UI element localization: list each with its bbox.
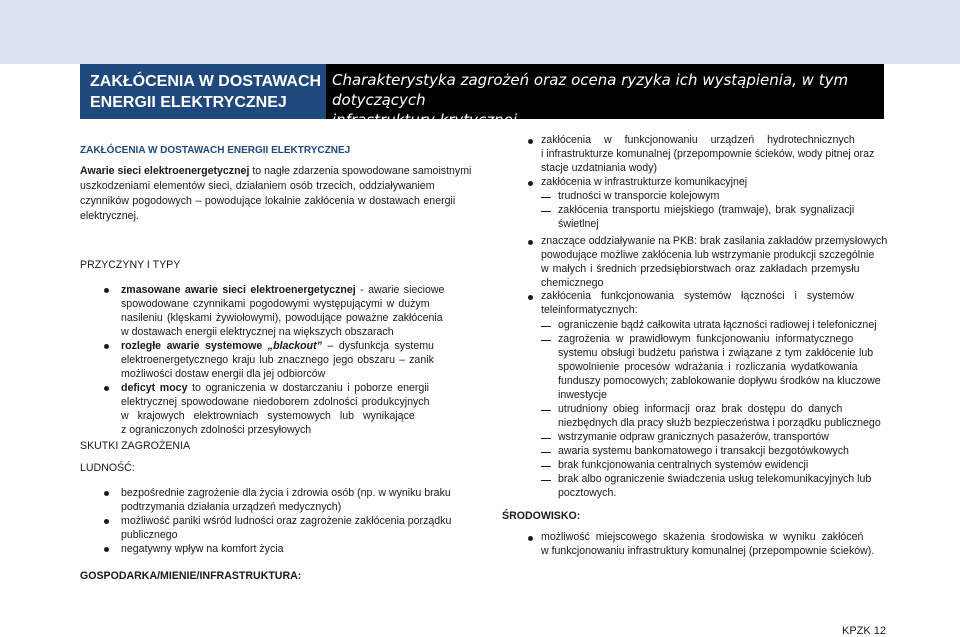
intro-line-1 [80,165,471,178]
people-1-line-2: podtrzymania działania urządzeń medycznych) [121,501,342,513]
bullet-icon [104,519,109,524]
dash-icon [541,466,551,467]
dash-icon [541,326,551,327]
section-title: ZAKŁÓCENIA W DOSTAWACH ENERGII ELEKTRYCZNEJ [80,145,351,156]
page-label: KPZK 12 [842,625,887,637]
bullet-icon [104,288,109,293]
bullet-icon [528,240,533,245]
bullet-icon [528,139,533,144]
effects-title: SKUTKI ZAGROŻENIA [80,440,191,452]
people-2-line-2: publicznego [121,529,178,541]
dash-icon [541,410,551,411]
cause-3-line-3: w krajowych elektrowniach systemowych lub wynikające [121,410,415,422]
right-4-sub-3-line-1: utrudniony obieg informacji oraz brak dostępu do danych [558,403,843,415]
economy-title: GOSPODARKA/MIENIE/INFRASTRUKTURA: [80,570,302,582]
environment-1-line-2: w funkcjonowaniu infrastruktury komunalnej (przepompownie ścieków). [541,545,875,557]
right-1-line-2: i infrastrukturze komunalnej (przepompownie ścieków, wody pitnej oraz [541,148,875,160]
right-2-sub-2-line-1: zakłócenia transportu miejskiego (tramwaje), brak sygnalizacji [558,204,855,216]
cause-2-text-1: – dysfunkcja systemu [321,340,434,352]
people-2-line-1: możliwość paniki wśród ludności oraz zagrożenie zakłócenia porządku [121,515,452,527]
cause-2-line-2: elektroenergetycznego kraju lub znacznego jego obszaru – zanik [121,354,434,366]
right-2-sub-2-line-2: świetlnej [558,218,599,230]
causes-title: PRZYCZYNY I TYPY [80,259,181,271]
right-2-sub-1: trudności w transporcie kolejowym [558,190,720,202]
cause-3-line-1 [121,382,429,395]
header-title-line-1: ZAKŁÓCENIA W DOSTAWACH [90,73,322,90]
people-3-line-1: negatywny wpływ na komfort życia [121,543,284,555]
bullet-icon [104,547,109,552]
right-2-line-1: zakłócenia w infrastrukturze komunikacyjnej [541,176,748,188]
right-4-line-1: zakłócenia funkcjonowania systemów łączności i systemów [541,290,854,302]
environment-title: ŚRODOWISKO: [502,510,581,522]
dash-icon [541,211,551,212]
bullet-icon [528,181,533,186]
dash-icon [541,480,551,481]
right-4-sub-2-line-1: zagrożenia w prawidłowym funkcjonowaniu informatycznego [558,333,854,345]
right-4-sub-5: awaria systemu bankomatowego i transakcji bezgotówkowych [558,445,849,457]
right-3-line-3: w małych i średnich przedsiębiorstwach oraz zakładach przemysłu [541,263,860,275]
right-4-sub-7-line-2: pocztowych. [558,487,617,499]
right-4-sub-7-line-1: brak albo ograniczenie świadczenia usług telekomunikacyjnych lub [558,473,872,485]
cause-2-blackout: „blackout” [267,340,322,352]
right-1-line-3: stacje uzdatniania wody) [541,162,658,174]
right-4-sub-4: wstrzymanie odpraw granicznych pasażerów, transportów [558,431,829,443]
cause-2-line-3: możliwości dostaw energii dla jej odbiorców [121,368,326,380]
right-1-line-1: zakłócenia w funkcjonowaniu urządzeń hydrotechnicznych [541,134,855,146]
right-4-sub-2-line-3: spowolnienie procesów wdrażania i rozliczania wydatkowania [558,361,858,373]
right-3-line-4: chemicznego [541,277,604,289]
cause-2-bold: rozległe awarie systemowe [121,340,263,352]
intro-line-4: elektrycznej. [80,210,139,222]
bullet-icon [104,386,109,391]
cause-3-line-2: elektrycznej spowodowane niedoborem zdolności produkcyjnych [121,396,430,408]
dash-icon [541,340,551,341]
header-subtitle-line-1: Charakterystyka zagrożeń oraz ocena ryzyka ich wystąpienia, w tym dotyczących [332,71,849,109]
intro-line-2: uszkodzeniami elementów sieci, działaniem osób trzecich, oddziaływaniem [80,180,435,192]
cause-1-line-4: w dostawach energii elektrycznej na większych obszarach [121,326,394,338]
people-1-line-1: bezpośrednie zagrożenie dla życia i zdrowia osób (np. w wyniku braku [121,487,451,499]
right-4-sub-2-line-5: inwestycje [558,389,607,401]
right-4-line-2: teleinformatycznych: [541,304,638,316]
right-3-line-2: powodujące możliwe zakłócenia lub wstrzymanie produkcji szczególnie [541,249,875,261]
cause-3-text-1: to ograniczenia w dostarczaniu i poborze energii [187,382,430,394]
intro-line-3: czynników pogodowych – powodujące lokalnie zakłócenia w dostawach energii [80,195,456,207]
header-subtitle-line-2: infrastruktury krytycznej [332,111,518,129]
bullet-icon [528,295,533,300]
right-3-line-1: znaczące oddziaływanie na PKB: brak zasilania zakładów przemysłowych [541,235,888,247]
cause-1-line-2: spowodowane czynnikami pogodowymi występującymi w dużym [121,298,430,310]
header-title-line-2: ENERGII ELEKTRYCZNEJ [90,94,287,111]
top-band [0,0,960,64]
cause-1-bold: zmasowane awarie sieci elektroenergetycznej [121,284,356,296]
dash-icon [541,438,551,439]
people-title: LUDNOŚĆ: [80,462,135,474]
dash-icon [541,452,551,453]
right-4-sub-2-line-4: funduszy pomocowych; zablokowanie dopływu środków na kluczowe [558,375,881,387]
bullet-icon [104,344,109,349]
cause-3-line-4: z ograniczonych zdolności przesyłowych [121,424,312,436]
cause-1-line-1 [121,284,444,297]
right-4-sub-2-line-2: systemu obsługi budżetu państwa i związane z tym zakłócenie lub [558,347,874,359]
cause-2-line-1 [121,340,434,353]
bullet-icon [528,536,533,541]
intro-text-1: to nagłe zdarzenia spowodowane samoistnymi [249,165,472,177]
environment-1-line-1: możliwość miejscowego skażenia środowiska w wyniku zakłóceń [541,531,864,543]
cause-1-text-1: - awarie sieciowe [355,284,445,296]
cause-1-line-3: nasileniu (klęskami żywiołowymi), powodujące poważne zakłócenia [121,312,443,324]
cause-3-bold: deficyt mocy [121,382,188,394]
bullet-icon [104,491,109,496]
right-4-sub-3-line-2: niezbędnych dla pracy służb bezpieczeństwa i porządku publicznego [558,417,881,429]
right-4-sub-1: ograniczenie bądź całkowita utrata łączności radiowej i telefonicznej [558,319,877,331]
header-title-box [80,64,326,119]
intro-bold: Awarie sieci elektroenergetycznej [80,165,250,177]
dash-icon [541,197,551,198]
right-4-sub-6: brak funkcjonowania centralnych systemów ewidencji [558,459,809,471]
header-subtitle-box [326,64,884,129]
